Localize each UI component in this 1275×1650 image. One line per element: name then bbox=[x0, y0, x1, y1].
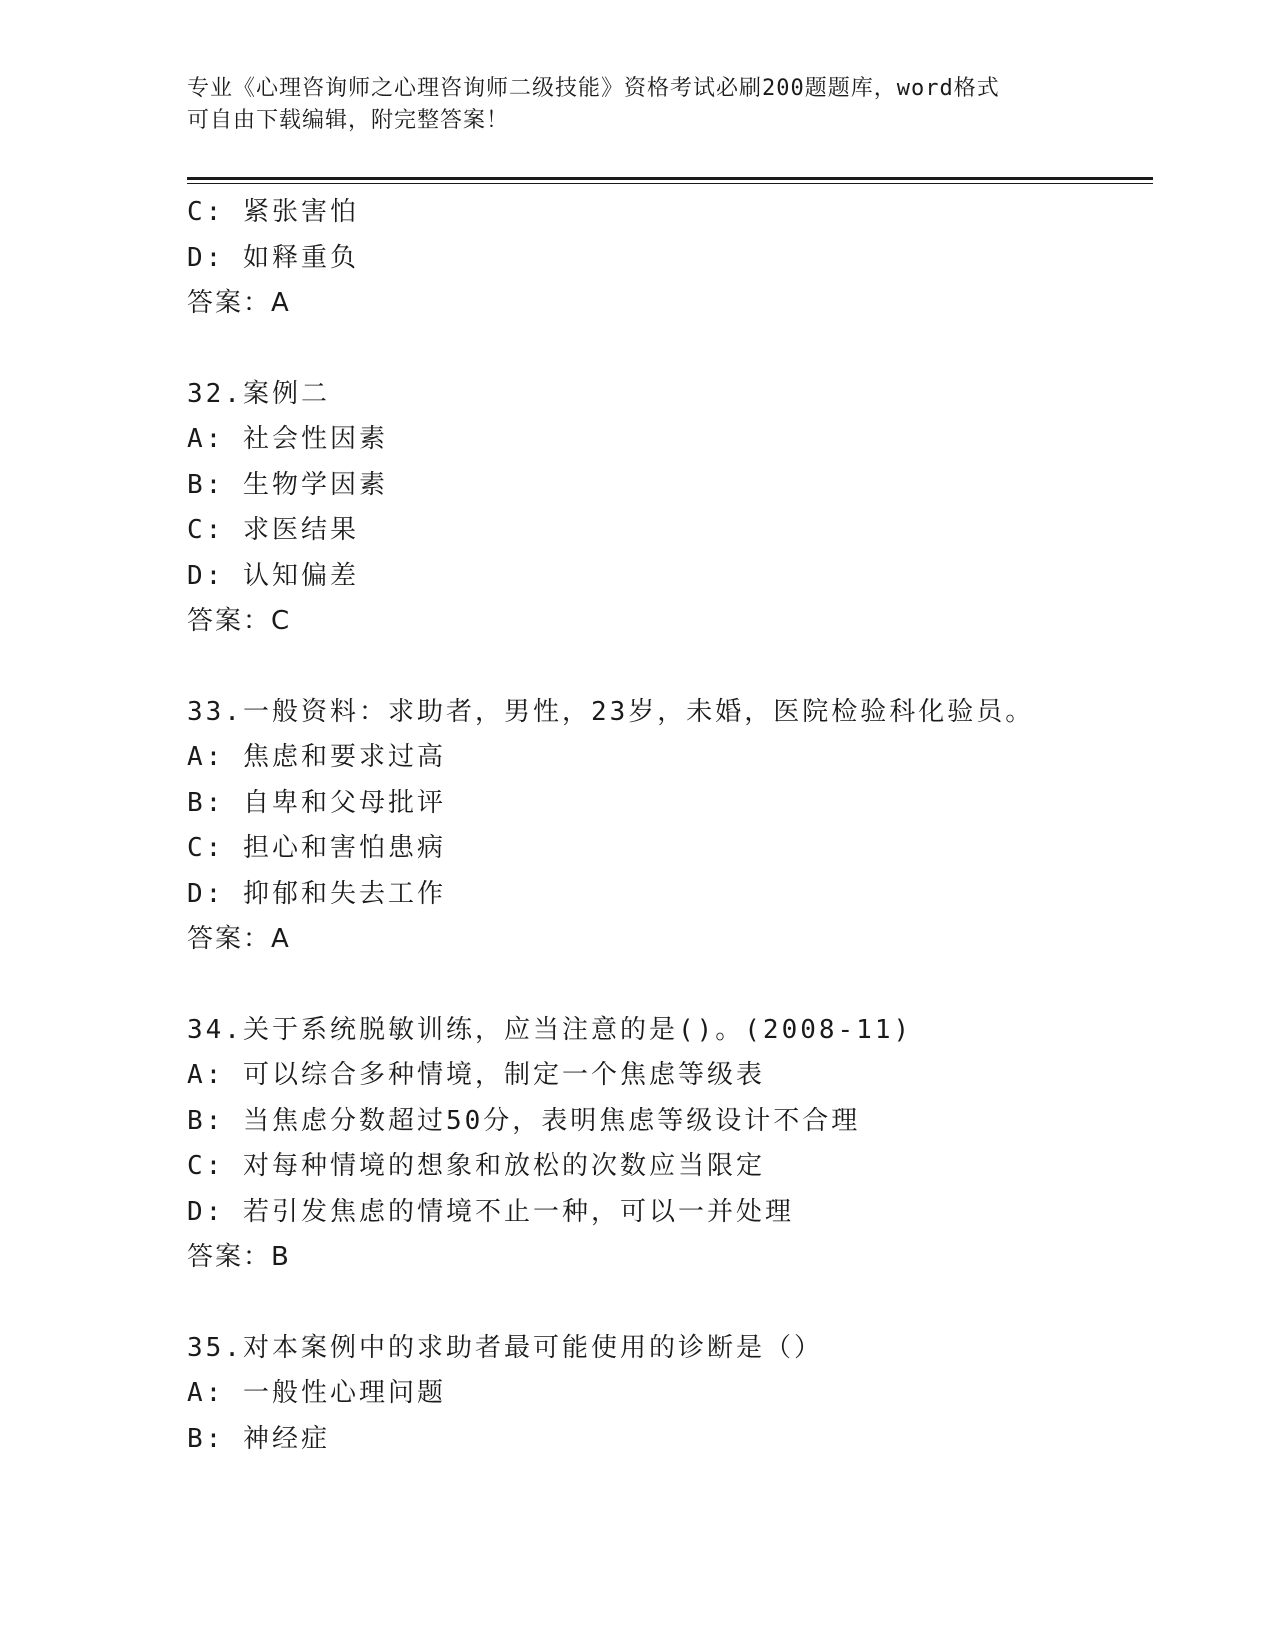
header-rule-thin bbox=[187, 183, 1153, 184]
answer-line: 答案：B bbox=[187, 1242, 291, 1272]
question-stem: 33.一般资料：求助者，男性，23岁，未婚，医院检验科化验员。 bbox=[187, 696, 1035, 727]
header-rule-thick bbox=[187, 177, 1153, 180]
question-32 bbox=[187, 372, 1147, 645]
question-35 bbox=[187, 1326, 1147, 1463]
option-b: B: 自卑和父母批评 bbox=[187, 787, 446, 818]
option-a: A: 一般性心理问题 bbox=[187, 1378, 446, 1408]
question-stem: 34.关于系统脱敏训练，应当注意的是()。(2008-11) bbox=[187, 1014, 913, 1045]
answer-line: 答案：C bbox=[187, 606, 292, 636]
option-c: C: 紧张害怕 bbox=[187, 197, 359, 227]
option-c: C: 求医结果 bbox=[187, 515, 359, 545]
option-b: B: 神经症 bbox=[187, 1423, 330, 1454]
question-fragment bbox=[187, 190, 1147, 327]
option-c: C: 对每种情境的想象和放松的次数应当限定 bbox=[187, 1151, 765, 1181]
option-a: A: 社会性因素 bbox=[187, 424, 388, 454]
option-d: D: 认知偏差 bbox=[187, 560, 359, 591]
option-c: C: 担心和害怕患病 bbox=[187, 833, 446, 863]
question-stem: 32.案例二 bbox=[187, 378, 330, 409]
option-a: A: 焦虑和要求过高 bbox=[187, 742, 446, 772]
option-d: D: 抑郁和失去工作 bbox=[187, 878, 446, 909]
option-b: B: 当焦虑分数超过50分，表明焦虑等级设计不合理 bbox=[187, 1105, 861, 1136]
question-stem: 35.对本案例中的求助者最可能使用的诊断是（） bbox=[187, 1332, 823, 1363]
option-a: A: 可以综合多种情境，制定一个焦虑等级表 bbox=[187, 1060, 765, 1090]
question-33 bbox=[187, 690, 1147, 963]
answer-line: 答案：A bbox=[187, 288, 291, 318]
answer-line: 答案：A bbox=[187, 924, 291, 954]
document-header bbox=[187, 73, 1087, 137]
question-list bbox=[187, 190, 1147, 1507]
header-line-1: 专业《心理咨询师之心理咨询师二级技能》资格考试必刷200题题库，word格式 bbox=[187, 76, 1000, 101]
header-line-2: 可自由下载编辑，附完整答案！ bbox=[187, 108, 510, 133]
question-34 bbox=[187, 1008, 1147, 1281]
option-b: B: 生物学因素 bbox=[187, 469, 388, 500]
option-d: D: 如释重负 bbox=[187, 242, 359, 273]
option-d: D: 若引发焦虑的情境不止一种，可以一并处理 bbox=[187, 1196, 794, 1227]
